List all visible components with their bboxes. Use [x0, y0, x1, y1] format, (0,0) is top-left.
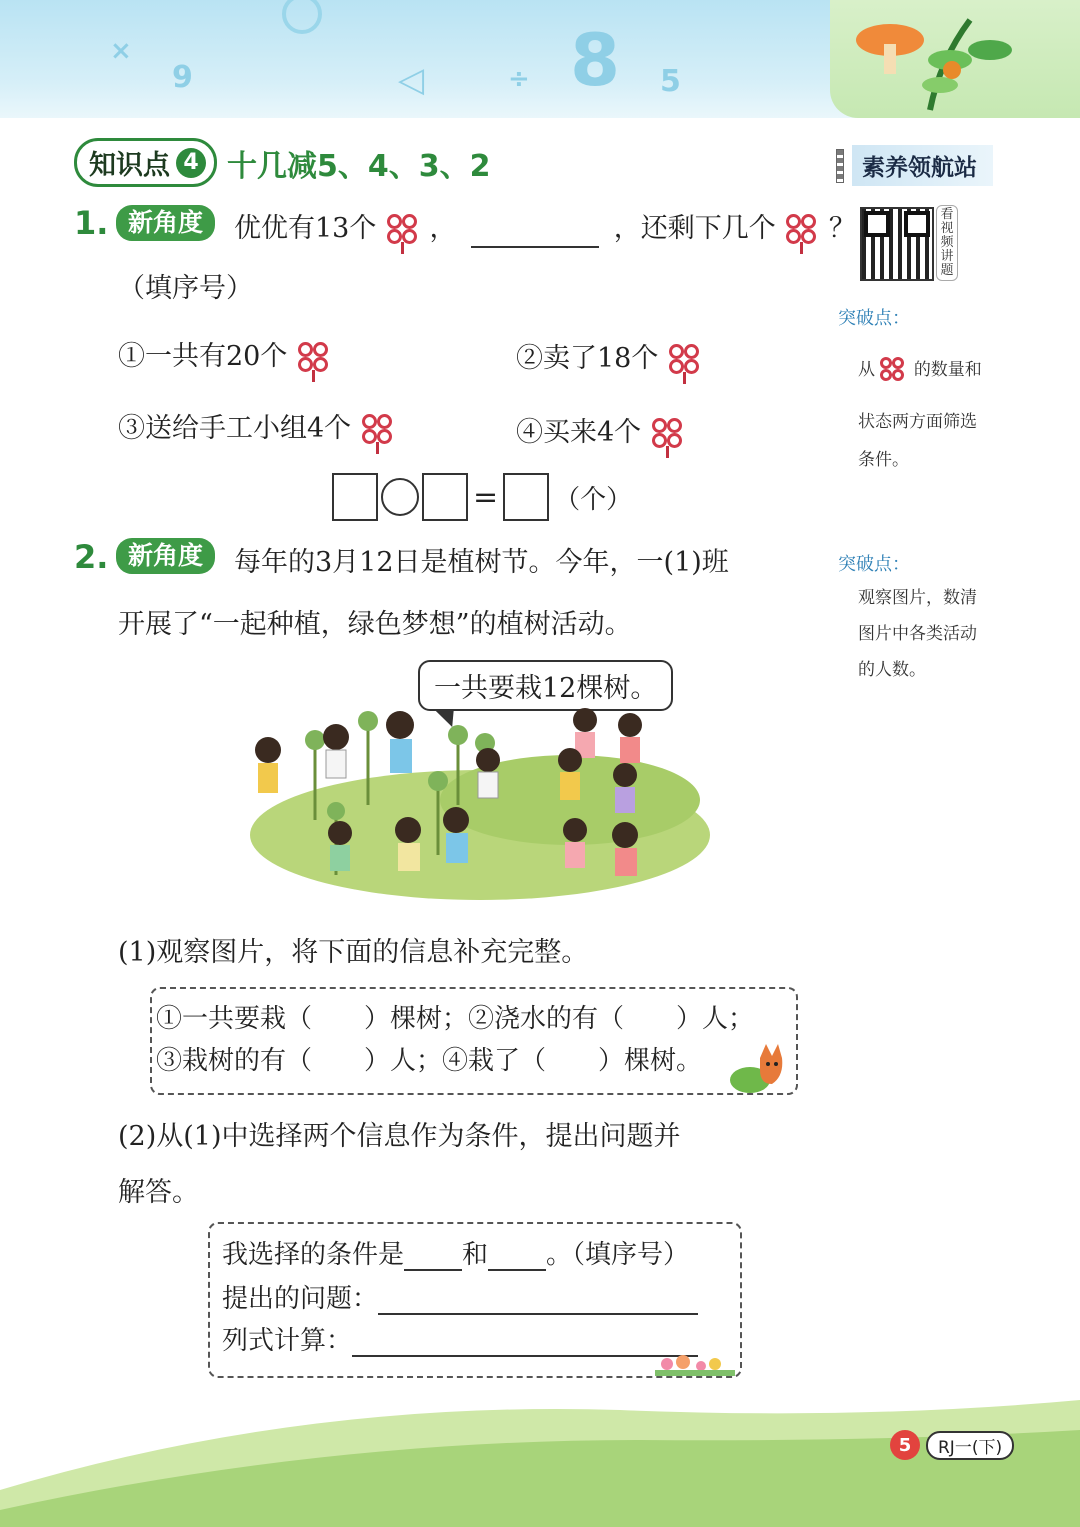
answer-box-1[interactable] [332, 473, 378, 521]
answer-calc-line [222, 1320, 698, 1357]
question-2-stem-line-2: 开展了“一起种植，绿色梦想”的植树活动。 [118, 609, 632, 640]
decor-triangle-icon: ◁ [398, 60, 425, 100]
kp-label: 知识点 [89, 150, 170, 181]
q1-option-2-text: ②卖了18个 [516, 343, 659, 374]
top-banner [0, 0, 1080, 118]
tip-1-post: 的数量和 [913, 360, 982, 380]
answer-question-line [222, 1278, 698, 1315]
chinese-knot-icon [296, 340, 332, 376]
chinese-knot-icon [880, 357, 908, 385]
q1-stem-a: 优优有13个 [234, 213, 377, 244]
question-1-badge: 新角度 [116, 205, 215, 241]
answer-condition-prefix: 我选择的条件是 [222, 1240, 405, 1270]
chinese-knot-icon [667, 342, 703, 378]
qr-caption: 看视频讲题 [936, 205, 958, 281]
answer-box-result[interactable] [503, 473, 549, 521]
decor-times-icon: × [110, 36, 132, 66]
tip-1-line-3: 条件。 [858, 450, 909, 470]
tip-1-line-1 [858, 352, 1018, 389]
decor-five-icon: 5 [660, 64, 681, 99]
tip-2-line-1: 观察图片，数清 [858, 588, 977, 608]
q1-option-3-text: ③送给手工小组4个 [118, 413, 352, 444]
tip-1-pre: 从 [858, 360, 875, 380]
side-panel-title: 素养领航站 [852, 145, 993, 186]
knowledge-point-header [74, 138, 491, 187]
speech-bubble: 一共要栽12棵树。 [418, 660, 673, 711]
decor-eight-icon: 8 [570, 18, 621, 102]
calc-blank[interactable] [352, 1333, 698, 1357]
grade-label: RJ一(下) [926, 1431, 1014, 1460]
answer-condition-line [222, 1234, 689, 1271]
question-1-stem [234, 206, 856, 248]
question-blank[interactable] [378, 1291, 698, 1315]
decor-circle-icon [282, 0, 322, 34]
q1-equation [332, 473, 634, 521]
part-1-instruction: (1)观察图片，将下面的信息补充完整。 [118, 937, 589, 968]
page-footer [890, 1430, 1014, 1460]
q1-option-2[interactable] [516, 336, 703, 378]
answer-condition-and: 和 [462, 1240, 489, 1270]
operator-circle[interactable] [381, 478, 419, 516]
decor-divide-icon: ÷ [508, 64, 530, 94]
answer-condition-suffix: 。（填序号） [546, 1240, 690, 1270]
chinese-knot-icon [650, 416, 686, 452]
part-2-instruction-line-2: 解答。 [118, 1177, 199, 1208]
leaf-decoration [830, 0, 1080, 118]
chinese-knot-icon [385, 212, 421, 248]
q1-stem-b: ， [429, 213, 457, 244]
part-2-instruction-line-1: (2)从(1)中选择两个信息作为条件，提出问题并 [118, 1121, 681, 1152]
info-line-1[interactable]: ①一共要栽（ ）棵树；②浇水的有（ ）人； [156, 1004, 755, 1034]
side-panel-header [836, 145, 993, 186]
info-line-2[interactable]: ③栽树的有（ ）人；④栽了（ ）棵树。 [156, 1046, 703, 1076]
equals-sign: = [473, 479, 499, 515]
lighthouse-icon [836, 149, 844, 183]
answer-calc-label: 列式计算： [222, 1326, 353, 1356]
tree-planting-illustration [240, 705, 720, 905]
q1-option-4[interactable] [516, 410, 686, 452]
q1-option-3[interactable] [118, 406, 396, 448]
tip-1-line-2: 状态两方面筛选 [858, 412, 977, 432]
kp-title: 十几减5、4、3、2 [227, 148, 491, 184]
knowledge-point-pill [74, 138, 217, 187]
question-1-number: 1. [74, 204, 109, 242]
question-2-stem-line-1: 每年的3月12日是植树节。今年，一(1)班 [234, 547, 729, 578]
chinese-knot-icon [360, 412, 396, 448]
flowers-icon [655, 1352, 735, 1376]
decor-digit-icon: 9 [172, 60, 193, 95]
q1-condition-blank[interactable] [471, 222, 599, 248]
condition-blank-2[interactable] [488, 1247, 546, 1271]
qr-code[interactable] [860, 207, 934, 281]
answer-question-label: 提出的问题： [222, 1284, 379, 1314]
unit-label: （个） [554, 484, 633, 515]
question-2-badge: 新角度 [116, 538, 215, 574]
q1-option-1-text: ①一共有20个 [118, 341, 288, 372]
kp-number: 4 [176, 148, 206, 178]
tip-label-1: 突破点： [838, 308, 910, 329]
q1-option-4-text: ④买来4个 [516, 417, 642, 448]
chinese-knot-icon [784, 212, 820, 248]
answer-box-2[interactable] [422, 473, 468, 521]
tip-2-line-2: 图片中各类活动 [858, 624, 977, 644]
mushroom-leaf-icon [830, 0, 1080, 118]
q1-stem-d: ？ [828, 213, 856, 244]
condition-blank-1[interactable] [404, 1247, 462, 1271]
question-2-number: 2. [74, 538, 109, 576]
tip-2-line-3: 的人数。 [858, 660, 926, 680]
tip-label-2: 突破点： [838, 554, 910, 575]
fox-icon [728, 1040, 792, 1094]
q1-stem-c: ，还剩下几个 [613, 213, 776, 244]
question-1-stem-line-2: （填序号） [118, 273, 253, 304]
q1-option-1[interactable] [118, 334, 332, 376]
page-number: 5 [890, 1430, 920, 1460]
